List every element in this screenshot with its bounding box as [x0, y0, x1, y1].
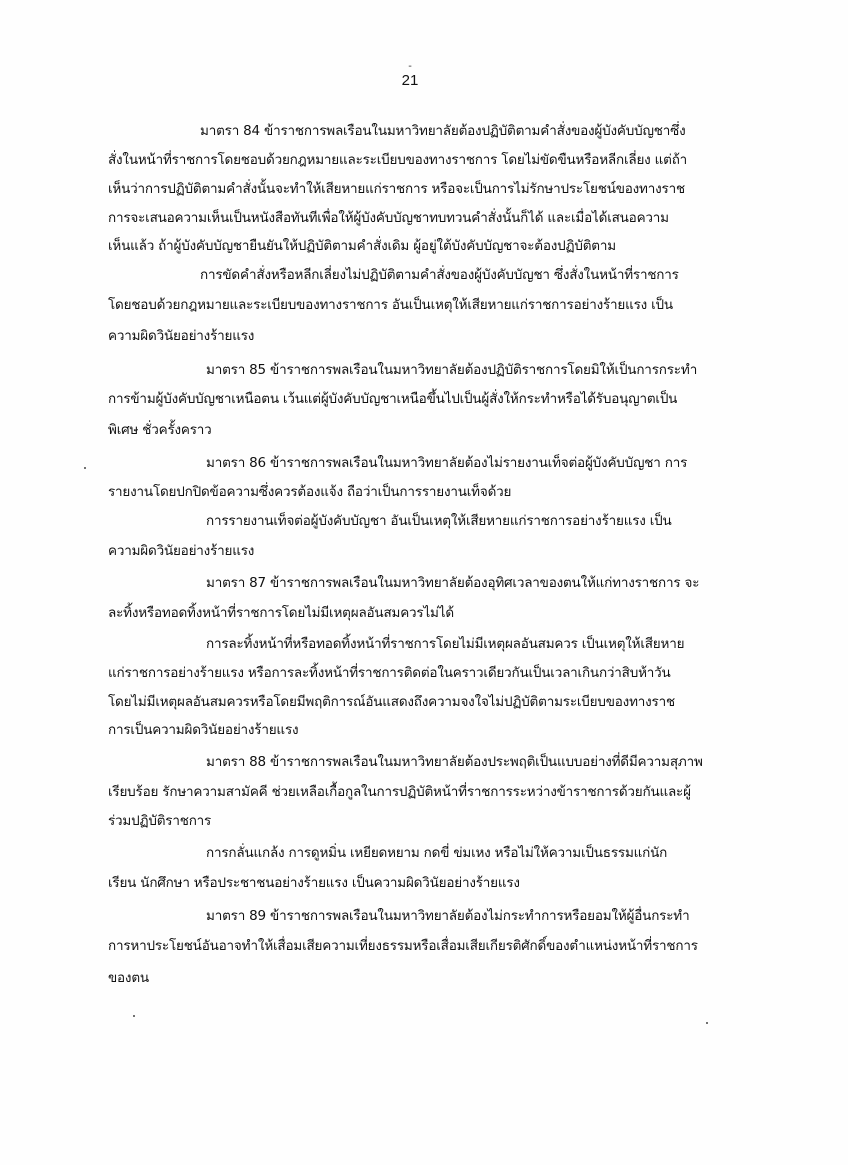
text-line: การกลั่นแกล้ง การดูหมิ่น เหยียดหยาม กดขี่ ข่มเหง หรือไม่ให้ความเป็นธรรมแก่นัก	[206, 845, 668, 861]
text-line: มาตรา 85 ข้าราชการพลเรือนในมหาวิทยาลัยต้องปฏิบัติราชการโดยมิให้เป็นการกระทำ	[206, 362, 698, 378]
text-line: การละทิ้งหน้าที่หรือทอดทิ้งหน้าที่ราชการโดยไม่มีเหตุผลอันสมควร เป็นเหตุให้เสียหาย	[206, 636, 685, 652]
scan-speck	[706, 1022, 708, 1024]
text-line: การขัดคำสั่งหรือหลีกเลี่ยงไม่ปฏิบัติตามคำสั่งของผู้บังคับบัญชา ซึ่งสั่งในหน้าที่ราชการ	[200, 267, 679, 283]
text-line: เรียน นักศึกษา หรือประชาชนอย่างร้ายแรง เป็นความผิดวินัยอย่างร้ายแรง	[108, 875, 520, 891]
text-line: สั่งในหน้าที่ราชการโดยชอบด้วยกฎหมายและระเบียบของทางราชการ โดยไม่ขัดขืนหรือหลีกเลี่ยง แต่ถ้า	[108, 152, 688, 168]
page-number: 21	[401, 72, 419, 89]
text-line: การจะเสนอความเห็นเป็นหนังสือทันทีเพื่อให้ผู้บังคับบัญชาทบทวนคำสั่งนั้นก็ได้ และเมื่อได้เสนอความ	[108, 210, 669, 226]
text-line: มาตรา 89 ข้าราชการพลเรือนในมหาวิทยาลัยต้องไม่กระทำการหรือยอมให้ผู้อื่นกระทำ	[206, 908, 690, 924]
scan-speck	[133, 1015, 135, 1017]
text-line: การหาประโยชน์อันอาจทำให้เสื่อมเสียความเที่ยงธรรมหรือเสื่อมเสียเกียรติศักดิ์ของตำแหน่งหน้าที่ราชการ	[108, 938, 698, 954]
text-line: โดยไม่มีเหตุผลอันสมควรหรือโดยมีพฤติการณ์อันแสดงถึงความจงใจไม่ปฏิบัติตามระเบียบของทางราช	[108, 694, 675, 710]
page-mark: -	[408, 61, 412, 72]
text-line: การเป็นความผิดวินัยอย่างร้ายแรง	[108, 722, 299, 738]
text-line: ของตน	[108, 970, 149, 986]
text-line: มาตรา 86 ข้าราชการพลเรือนในมหาวิทยาลัยต้องไม่รายงานเท็จต่อผู้บังคับบัญชา การ	[206, 455, 688, 471]
text-line: มาตรา 88 ข้าราชการพลเรือนในมหาวิทยาลัยต้องประพฤติเป็นแบบอย่างที่ดีมีความสุภาพ	[206, 754, 703, 770]
text-line: รายงานโดยปกปิดข้อความซึ่งควรต้องแจ้ง ถือว่าเป็นการรายงานเท็จด้วย	[108, 484, 512, 500]
text-line: แก่ราชการอย่างร้ายแรง หรือการละทิ้งหน้าที่ราชการติดต่อในคราวเดียวกันเป็นเวลาเกินกว่าสิบห้าวัน	[108, 665, 671, 681]
text-line: การข้ามผู้บังคับบัญชาเหนือตน เว้นแต่ผู้บังคับบัญชาเหนือขึ้นไปเป็นผู้สั่งให้กระทำหรือได้รับอนุญาตเป็น	[108, 391, 678, 407]
text-line: มาตรา 84 ข้าราชการพลเรือนในมหาวิทยาลัยต้องปฏิบัติตามคำสั่งของผู้บังคับบัญชาซึ่ง	[200, 123, 686, 139]
text-line: ความผิดวินัยอย่างร้ายแรง	[108, 543, 255, 559]
page-header	[380, 62, 440, 90]
text-line: ละทิ้งหรือทอดทิ้งหน้าที่ราชการโดยไม่มีเหตุผลอันสมควรไม่ได้	[108, 605, 454, 621]
text-line: การรายงานเท็จต่อผู้บังคับบัญชา อันเป็นเหตุให้เสียหายแก่ราชการอย่างร้ายแรง เป็น	[206, 513, 672, 529]
text-line: เรียบร้อย รักษาความสามัคคี ช่วยเหลือเกื้อกูลในการปฏิบัติหน้าที่ราชการระหว่างข้าราชการด้วยกันและผู้	[108, 784, 691, 800]
text-line: เห็นแล้ว ถ้าผู้บังคับบัญชายืนยันให้ปฏิบัติตามคำสั่งเดิม ผู้อยู่ใต้บังคับบัญชาจะต้องปฏิบัติตาม	[108, 238, 616, 254]
scan-speck	[84, 467, 86, 469]
text-line: พิเศษ ชั่วครั้งคราว	[108, 422, 212, 438]
text-line: มาตรา 87 ข้าราชการพลเรือนในมหาวิทยาลัยต้องอุทิศเวลาของตนให้แก่ทางราชการ จะ	[206, 575, 700, 591]
text-line: เห็นว่าการปฏิบัติตามคำสั่งนั้นจะทำให้เสียหายแก่ราชการ หรือจะเป็นการไม่รักษาประโยชน์ของทางราช	[108, 181, 685, 197]
text-line: โดยชอบด้วยกฎหมายและระเบียบของทางราชการ อันเป็นเหตุให้เสียหายแก่ราชการอย่างร้ายแรง เป็น	[108, 297, 673, 313]
text-line: ร่วมปฏิบัติราชการ	[108, 813, 212, 829]
text-line: ความผิดวินัยอย่างร้ายแรง	[108, 328, 255, 344]
